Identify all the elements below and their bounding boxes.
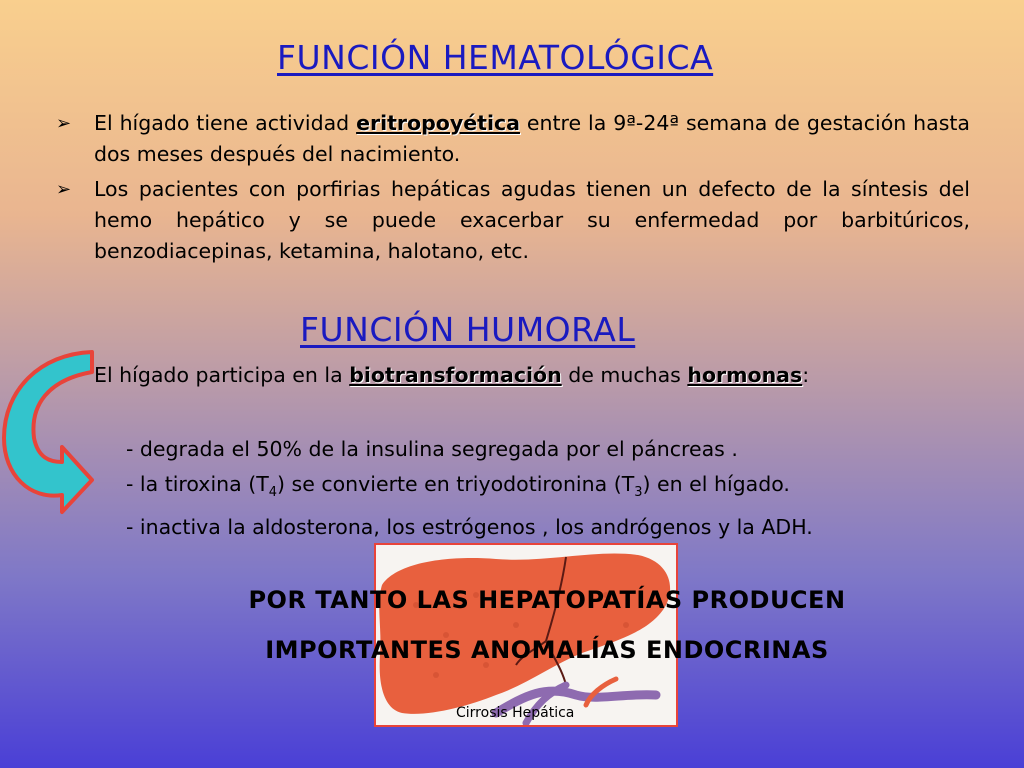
bullet-1-emphasis: eritropoyética [356, 111, 520, 135]
hormone-effects-list [126, 432, 813, 545]
bullet-porfirias [56, 174, 970, 267]
list-item-insulina: - degrada el 50% de la insulina segregada por el páncreas . [126, 437, 738, 461]
slide-title-humoral: FUNCIÓN HUMORAL [300, 310, 636, 349]
bullet-eritropoyetica [56, 108, 970, 170]
image-caption: Cirrosis Hepática [456, 705, 575, 721]
humoral-intro [94, 360, 809, 391]
humoral-pre: El hígado participa en la [94, 363, 350, 387]
bullet-1-pre: El hígado tiene actividad [94, 111, 357, 135]
hematologica-bullet-list [56, 108, 970, 271]
list-item-aldosterona: - inactiva la aldosterona, los estrógenos , los andrógenos y la ADH. [126, 515, 813, 540]
curved-arrow-icon [0, 350, 100, 520]
bullet-arrow-icon: ➢ [56, 113, 72, 134]
list-item-tiroxina [126, 467, 813, 510]
humoral-emphasis-biotransformacion: biotransformación [349, 363, 562, 387]
tiroxina-text-b: ) se convierte en triyodotironina (T [277, 472, 635, 496]
humoral-emphasis-hormonas: hormonas [687, 363, 803, 387]
conclusion-line-2: IMPORTANTES ANOMALÍAS ENDOCRINAS [265, 636, 829, 664]
bullet-2-text: Los pacientes con porfirias hepáticas agudas tienen un defecto de la síntesis del hemo hepático y se puede exacerbar su enfermedad por barbitúricos, benzodiacepinas, ketamina, halotano, etc. [94, 177, 970, 263]
bullet-arrow-icon: ➢ [56, 179, 72, 200]
liver-cirrhosis-image [374, 543, 678, 727]
liver-illustration [376, 545, 676, 725]
conclusion-line-1: POR TANTO LAS HEPATOPATÍAS PRODUCEN [248, 586, 846, 614]
tiroxina-subscript-4: 4 [268, 485, 278, 501]
tiroxina-text-a: - la tiroxina (T [126, 472, 269, 496]
humoral-mid: de muchas [561, 363, 688, 387]
bullet-1-post: entre la 9ª-24ª semana de gestación hasta dos meses después del nacimiento. [94, 111, 970, 166]
slide-title-hematologica: FUNCIÓN HEMATOLÓGICA [277, 38, 714, 77]
tiroxina-text-c: ) en el hígado. [642, 472, 790, 496]
tiroxina-subscript-3: 3 [634, 485, 643, 501]
humoral-post: : [802, 363, 810, 387]
